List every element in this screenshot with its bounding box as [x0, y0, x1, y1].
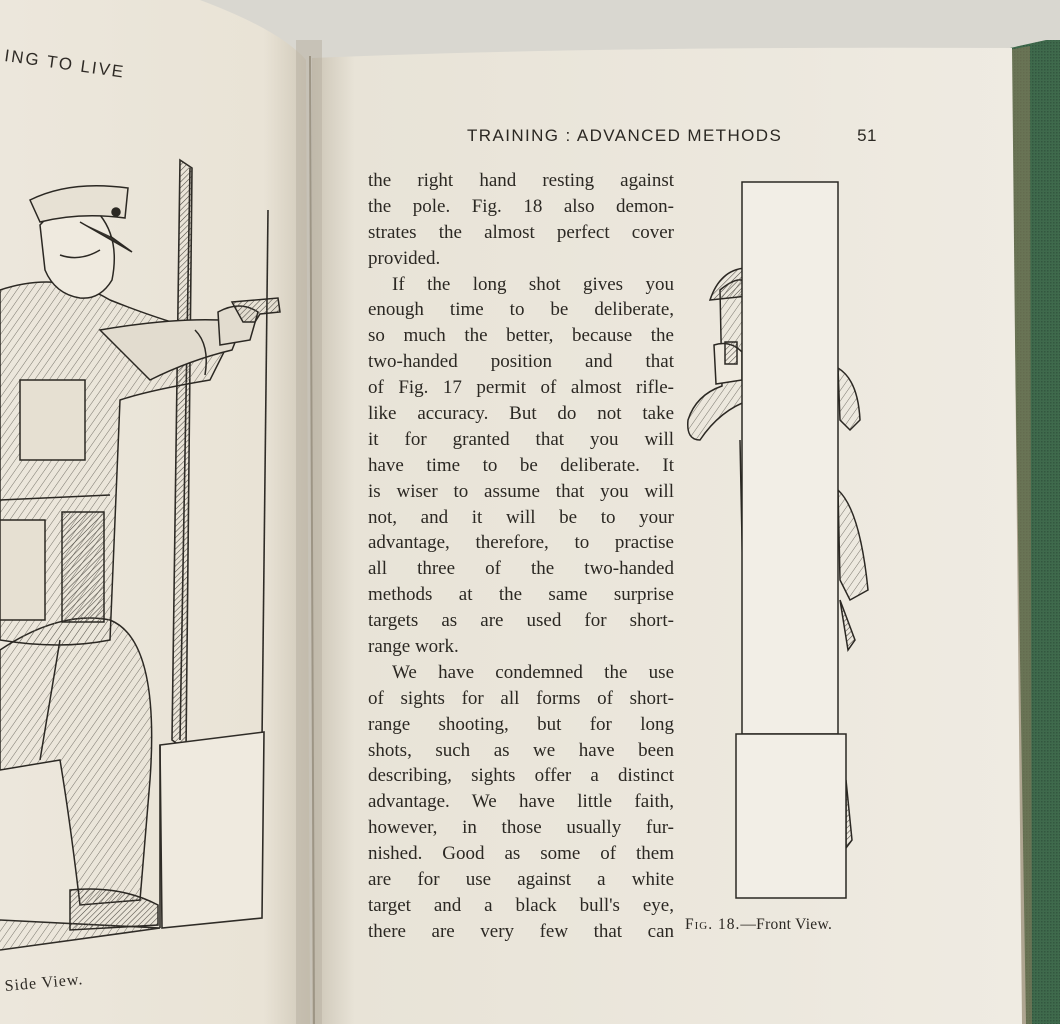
page-number: 51: [857, 126, 877, 145]
text-line: advantage, therefore, to practise: [368, 532, 674, 554]
text-line: provided.: [368, 247, 441, 269]
text-line: of Fig. 17 permit of almost rifle-: [368, 377, 674, 399]
text-line: We have condemned the use: [392, 661, 674, 683]
figure-caption: [685, 916, 832, 934]
text-line: are for use against a white: [368, 869, 674, 891]
text-line: of sights for all forms of short-: [368, 687, 674, 709]
text-line: the pole. Fig. 18 also demon-: [368, 195, 674, 217]
text-line: strates the almost perfect cover: [368, 221, 674, 243]
text-line: range shooting, but for long: [368, 713, 674, 735]
text-line: shots, such as we have been: [368, 739, 674, 761]
text-line: however, in those usually fur-: [368, 817, 674, 839]
text-line: so much the better, because the: [368, 325, 674, 347]
text-line: describing, sights offer a distinct: [368, 765, 674, 787]
text-line: nished. Good as some of them: [368, 843, 674, 865]
text-line: have time to be deliberate. It: [368, 454, 674, 476]
text-line: enough time to be deliberate,: [368, 299, 674, 321]
text-line: range work.: [368, 636, 459, 658]
text-line: it for granted that you will: [368, 428, 674, 450]
text-line: there are very few that can: [368, 920, 674, 942]
running-head-title: TRAINING : ADVANCED METHODS: [467, 126, 783, 145]
left-running-head: ING TO LIVE: [3, 46, 127, 82]
text-line: all three of the two-handed: [368, 558, 674, 580]
left-figure-caption: Side View.: [4, 971, 84, 995]
text-line: two-handed position and that: [368, 351, 674, 373]
figure-caption-prefix: Fig. 18.: [685, 916, 741, 933]
text-line: the right hand resting against: [368, 170, 674, 191]
text-line: advantage. We have little faith,: [368, 791, 674, 813]
text-line: If the long shot gives you: [392, 273, 674, 295]
text-line: is wiser to assume that you will: [368, 480, 674, 502]
text-line: targets as are used for short-: [368, 610, 674, 632]
text-line: not, and it will be to your: [368, 506, 674, 528]
text-line: methods at the same surprise: [368, 584, 674, 606]
figure-caption-text: —Front View.: [740, 916, 833, 933]
text-line: target and a black bull's eye,: [368, 894, 674, 916]
text-line: like accuracy. But do not take: [368, 403, 674, 425]
body-text-column: [368, 168, 674, 945]
